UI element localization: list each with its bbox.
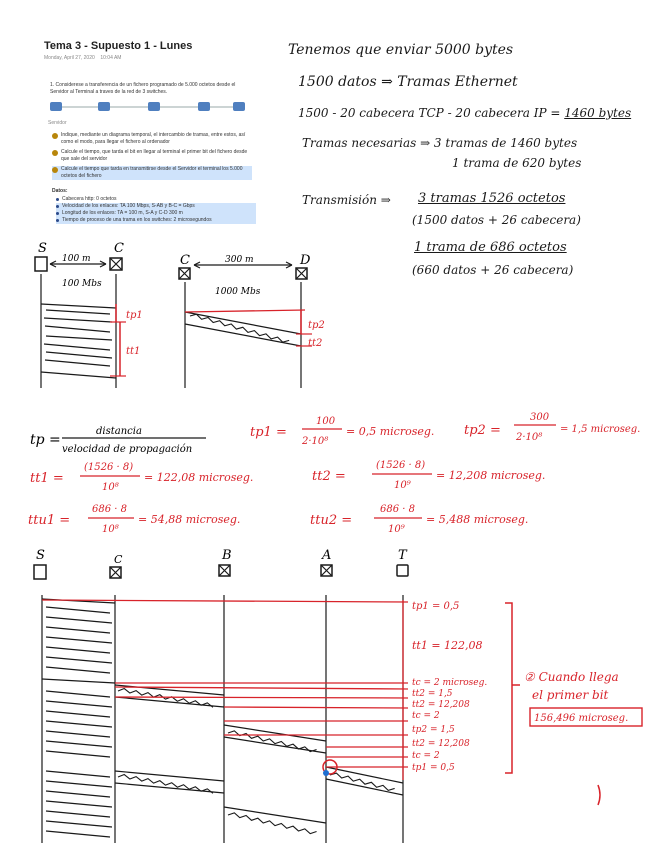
- formulas: [0, 408, 655, 538]
- frame-hatch-left: [44, 310, 112, 366]
- small-tp2: tp2: [308, 320, 325, 331]
- small-node-c2: C: [180, 253, 190, 268]
- small-node-d: D: [300, 253, 311, 268]
- note-line-5e: (660 datos + 26 cabecera): [412, 263, 574, 277]
- tt1-den: 10⁸: [102, 482, 119, 493]
- switch-icon: [321, 565, 332, 576]
- tt1-num: (1526 · 8): [84, 462, 134, 473]
- sub-bullet-1: Cabecera http: 0 octetos: [56, 196, 256, 203]
- timeline-node-c: C: [114, 553, 123, 566]
- strip-node-5: [233, 102, 245, 111]
- timeline-label-8: tt2 = 12,208: [412, 739, 470, 749]
- ttu2-num: 686 · 8: [380, 504, 415, 515]
- bullet-2: Calcule el tiempo, que tarda el bit en llegar al terminal el primer bit del fichero desde que sale del servidor: [52, 149, 252, 163]
- switch-icon: [219, 565, 230, 576]
- note-line-3: [298, 106, 631, 120]
- exercise-intro: 1. Considerese a transferencia de un fichero programado de 5.000 octetos desde el Servidor al Terminal a traves de la red de 3 switches.: [50, 82, 236, 95]
- note-line-5c: (1500 datos + 26 cabecera): [412, 213, 581, 227]
- page-title: Tema 3 - Supuesto 1 - Lunes: [44, 40, 193, 52]
- brace: [505, 603, 520, 773]
- ttu1-num: 686 · 8: [92, 504, 127, 515]
- bullet-dot-icon: [56, 219, 59, 222]
- note-line-4a: Tramas necesarias ⇒ 3 tramas de 1460 bytes: [302, 136, 578, 150]
- ttu2-den: 10⁹: [388, 524, 405, 535]
- small-node-c1: C: [114, 241, 124, 256]
- bullet-dot-icon: [52, 150, 58, 156]
- ttu1-res: = 54,88 microseg.: [138, 513, 241, 526]
- bullet-3: Calcule el tiempo que tarda en transmitirse desde el Servidor el terminal los 5.000 octetos del fichero: [52, 166, 252, 180]
- bullet-dot-icon: [52, 167, 58, 173]
- bullet-list: [52, 132, 252, 180]
- answer-value: 156,496 microseg.: [534, 713, 629, 724]
- date-text: Monday, April 27, 2020: [44, 55, 95, 61]
- tp-den: velocidad de propagación: [62, 444, 193, 455]
- tt2-num: (1526 · 8): [376, 460, 426, 471]
- sub-bullet-2: Velocidad de los enlaces: TA 100 Mbps, S-AB y B-C = Gbps: [56, 203, 256, 210]
- answer-line-1: ② Cuando llega: [524, 670, 619, 684]
- tp2-label: tp2 =: [464, 423, 501, 438]
- sub-bullet-3: Longitud de los enlaces: TA = 100 m, S-A y C-D 300 m: [56, 210, 256, 217]
- tt2-res: = 12,208 microseg.: [436, 469, 546, 482]
- answer-line-2: el primer bit: [532, 688, 609, 702]
- tp1-num: 100: [316, 416, 336, 427]
- timeline-label-10: tp1 = 0,5: [412, 763, 455, 773]
- note-line-4b: 1 trama de 620 bytes: [452, 156, 582, 170]
- timeline-label-7: tp2 = 1,5: [412, 725, 455, 735]
- small-dist-1: 100 m: [62, 254, 91, 264]
- small-tt1: tt1: [126, 346, 141, 357]
- timeline-node-t: T: [398, 548, 407, 563]
- small-diagrams: [0, 240, 655, 390]
- strip-node-4: [198, 102, 210, 111]
- timeline-label-2: tt1 = 122,08: [412, 639, 483, 652]
- strip-node-3: [148, 102, 160, 111]
- note-line-3a: 1500 - 20 cabecera TCP - 20 cabecera IP =: [298, 106, 561, 120]
- tp-label: tp =: [30, 432, 61, 448]
- small-node-s: S: [38, 241, 47, 256]
- tt1-res: = 122,08 microseg.: [144, 471, 254, 484]
- ttu2-label: ttu2 =: [310, 513, 353, 528]
- timeline-node-b: B: [222, 548, 232, 563]
- timeline-label-4: tt2 = 1,5: [412, 689, 453, 699]
- note-line-3b: 1460 bytes: [564, 106, 632, 120]
- small-dist-2: 300 m: [225, 255, 254, 265]
- note-line-5b: 3 tramas 1526 octetos: [418, 191, 566, 206]
- note-line-1: Tenemos que enviar 5000 bytes: [288, 42, 514, 58]
- bullet-dot-icon: [56, 198, 59, 201]
- ttu1-den: 10⁸: [102, 524, 119, 535]
- timeline-label-3: tc = 2 microseg.: [412, 678, 488, 688]
- tt1-label: tt1 =: [30, 471, 64, 486]
- network-strip: [48, 100, 248, 122]
- ttu2-res: = 5,488 microseg.: [426, 513, 529, 526]
- bullet-1: Indique, mediante un diagrama temporal, el intercambio de tramas, entre estos, así como el modo, para llegar el fichero al ordenador: [52, 132, 252, 146]
- server-label: Servidor: [48, 120, 67, 126]
- sub-bullet-4: Tiempo de proceso de una trama en los switches: 2 microsegundos: [56, 217, 256, 224]
- tp1-den: 2·10⁸: [302, 436, 329, 447]
- time-text: 10:04 AM: [100, 55, 122, 61]
- frame-hatch-right: [188, 313, 290, 343]
- timeline-label-6: tc = 2: [412, 711, 440, 721]
- data-heading: Datos:: [52, 188, 68, 194]
- small-tp1: tp1: [126, 310, 143, 321]
- timeline-diagram: [0, 545, 655, 845]
- timeline-node-a: A: [322, 548, 332, 563]
- ttu1-label: ttu1 =: [28, 513, 71, 528]
- bullet-dot-icon: [56, 212, 59, 215]
- tt2-label: tt2 =: [312, 469, 346, 484]
- small-speed-1: 100 Mbs: [62, 279, 102, 289]
- terminal-icon: [397, 565, 408, 576]
- timeline-node-s: S: [36, 548, 45, 563]
- tp1-res: = 0,5 microseg.: [346, 425, 435, 438]
- bullet-dot-icon: [52, 133, 58, 139]
- tp2-num: 300: [530, 412, 550, 423]
- tp1-label: tp1 =: [250, 425, 287, 440]
- sub-bullet-list: [56, 196, 256, 224]
- timeline-label-5: tt2 = 12,208: [412, 700, 470, 710]
- server-icon: [34, 565, 46, 579]
- small-speed-2: 1000 Mbs: [215, 287, 261, 297]
- page-date: [44, 55, 121, 61]
- strip-node-2: [98, 102, 110, 111]
- server-icon: [35, 257, 47, 271]
- tp-num: distancia: [96, 426, 142, 437]
- tp2-den: 2·10⁸: [516, 432, 543, 443]
- note-line-5d: 1 trama de 686 octetos: [414, 240, 567, 255]
- small-tt2: tt2: [308, 338, 323, 349]
- bullet-dot-icon: [56, 205, 59, 208]
- switch-icon: [110, 567, 121, 578]
- tt2-den: 10⁹: [394, 480, 411, 491]
- timeline-label-9: tc = 2: [412, 751, 440, 761]
- timeline-label-1: tp1 = 0,5: [412, 601, 460, 612]
- note-line-5a: Transmisión ⇒: [302, 193, 391, 207]
- tp2-res: = 1,5 microseg.: [560, 424, 641, 435]
- strip-node-1: [50, 102, 62, 111]
- note-line-2: 1500 datos ⇒ Tramas Ethernet: [298, 74, 518, 90]
